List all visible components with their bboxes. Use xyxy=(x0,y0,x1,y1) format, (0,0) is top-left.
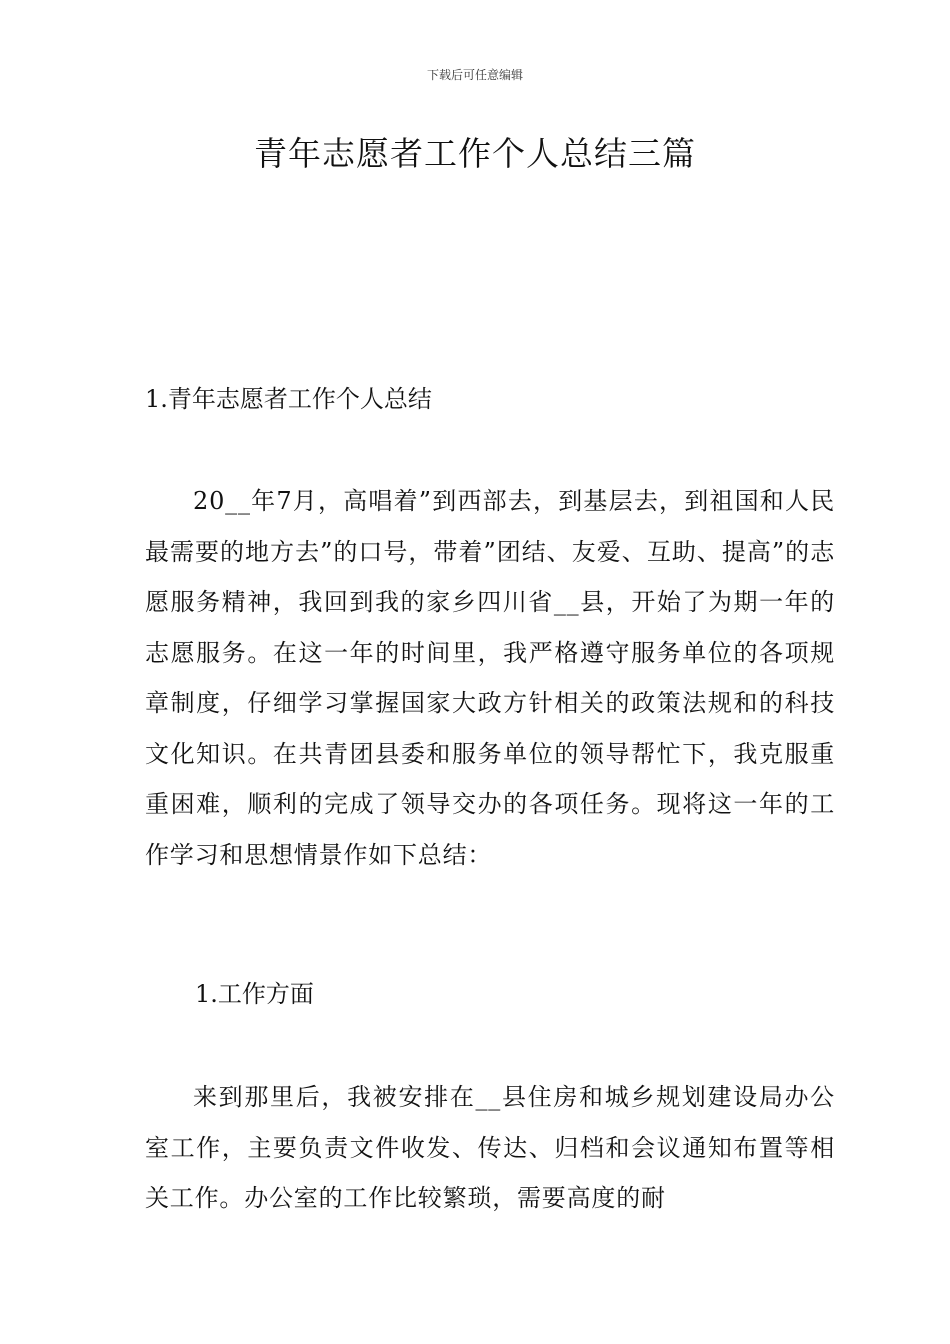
body-paragraph-2: 来到那里后，我被安排在__县住房和城乡规划建设局办公室工作，主要负责文件收发、传达、归档和会议通知布置等相关工作。办公室的工作比较繁琐，需要高度的耐 xyxy=(145,1083,835,1212)
document-title: 青年志愿者工作个人总结三篇 xyxy=(254,134,696,173)
sub-heading-work: 1.工作方面 xyxy=(195,980,314,1008)
body-paragraph-1: 20__年7月，高唱着”到西部去，到基层去，到祖国和人民最需要的地方去”的口号，带着”团结、友爱、互助、提高”的志愿服务精神，我回到我的家乡四川省__县，开始了为期一年的志愿服务。在这一年的时间里，我严格遵守服务单位的各项规章制度，仔细学习掌握国家大政方针相关的政策法规和的科技文化知识。在共青团县委和服务单位的领导帮忙下，我克服重重困难，顺利的完成了领导交办的各项任务。现将这一年的工作学习和思想情景作如下总结： xyxy=(145,487,835,869)
section-heading: 1.青年志愿者工作个人总结 xyxy=(145,385,432,413)
header-note: 下载后可任意编辑 xyxy=(426,68,523,82)
